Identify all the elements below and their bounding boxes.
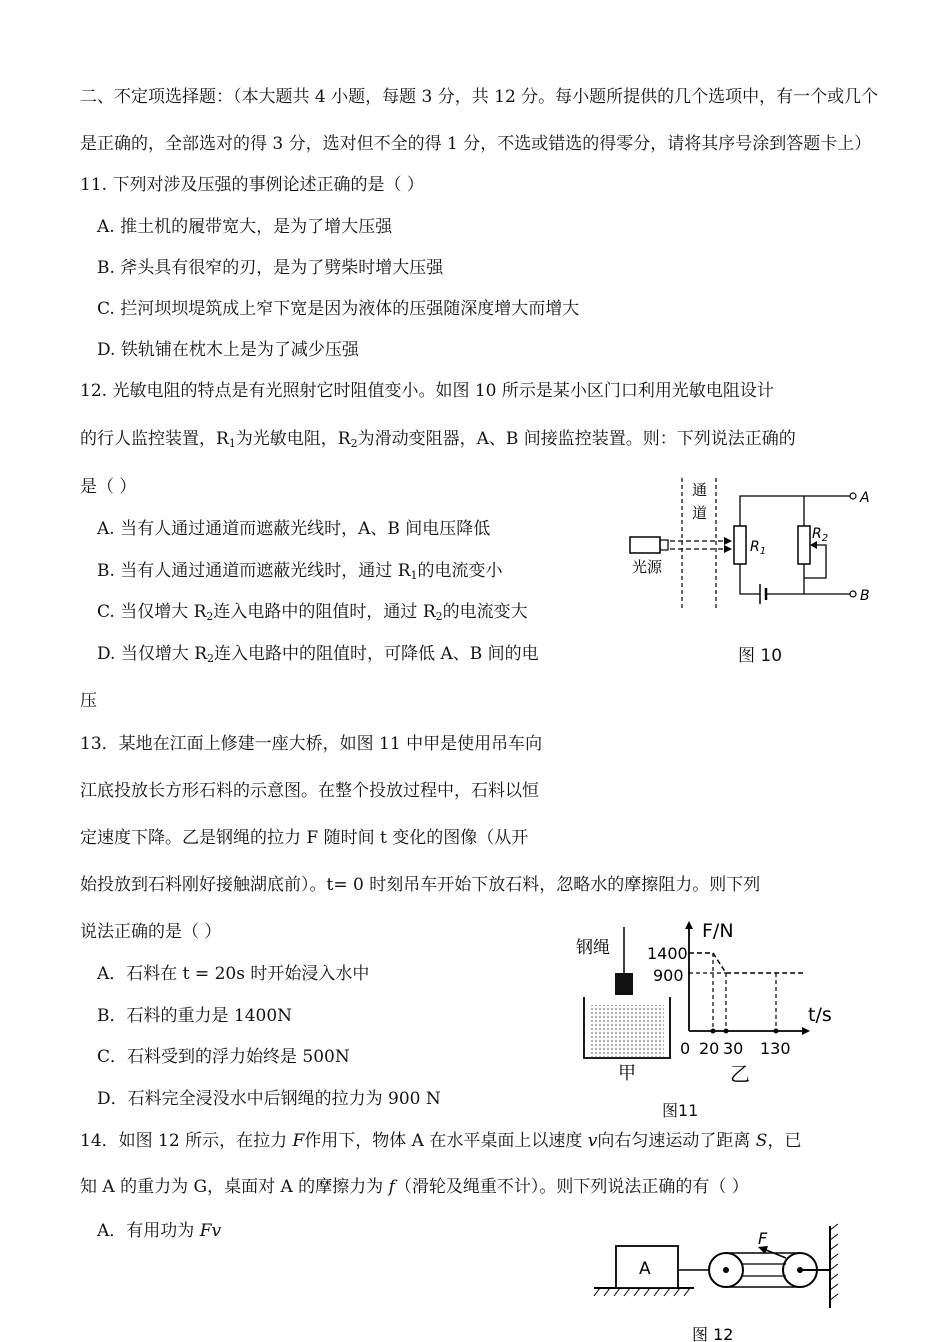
wall-hatching bbox=[830, 1224, 838, 1300]
force-label: F bbox=[758, 1229, 768, 1248]
subscript: 2 bbox=[207, 652, 215, 665]
x-tick-130: 130 bbox=[760, 1039, 791, 1058]
q13-stem-line-3: 定速度下降。乙是钢绳的拉力 F 随时间 t 变化的图像（从开 bbox=[80, 828, 529, 848]
x-point-130 bbox=[774, 1029, 779, 1034]
light-source-lens bbox=[660, 540, 668, 550]
stone-block bbox=[615, 973, 633, 995]
q14-stem-line-1 bbox=[80, 1130, 801, 1152]
r1-resistor bbox=[734, 526, 746, 564]
q14-option-text: A．有用功为 bbox=[97, 1221, 200, 1241]
x-tick-30: 30 bbox=[723, 1039, 744, 1058]
y-axis-label: F/N bbox=[702, 920, 734, 942]
r2-label: $R_2$ bbox=[812, 526, 829, 544]
q12-option-a: A. 当有人通过通道而遮蔽光线时，A、B 间电压降低 bbox=[97, 519, 491, 539]
q14-option-expr: Fv bbox=[199, 1221, 222, 1241]
q13-option-b: B．石料的重力是 1400N bbox=[97, 1006, 293, 1026]
terminal-b-label: B bbox=[860, 588, 870, 604]
q12-stem-line-2 bbox=[80, 428, 796, 455]
q12-option-d bbox=[97, 643, 539, 670]
q12-stem-line-3: 是（ ） bbox=[80, 477, 137, 497]
q14-stem-text: ，已 bbox=[767, 1131, 802, 1151]
ray-arrow bbox=[724, 545, 732, 553]
x-axis-arrow bbox=[802, 1027, 810, 1035]
y-tick-900: 900 bbox=[653, 966, 684, 985]
q12-stem-line-1: 12. 光敏电阻的特点是有光照射它时阻值变小。如图 10 所示是某小区门口利用光敏电阻设计 bbox=[80, 381, 774, 401]
q12-option-text: 的电流变小 bbox=[417, 561, 503, 581]
q14-stem-text: 14．如图 12 所示，在拉力 bbox=[80, 1131, 293, 1151]
channel-label: 通道 bbox=[692, 481, 708, 522]
label-jia: 甲 bbox=[618, 1063, 636, 1084]
q14-stem-line-2 bbox=[80, 1176, 749, 1198]
q12-option-text: C. 当仅增大 R bbox=[97, 602, 207, 622]
q12-option-text: 连入电路中的阻值时，通过 R bbox=[213, 602, 436, 622]
subscript: 2 bbox=[435, 610, 443, 623]
figure-11-caption: 图11 bbox=[662, 1101, 699, 1120]
light-source-box bbox=[630, 537, 660, 553]
q11-stem: 11. 下列对涉及压强的事例论述正确的是（ ） bbox=[80, 175, 424, 195]
figure-12-pulley bbox=[590, 1208, 860, 1342]
q14-var-s: S bbox=[755, 1131, 768, 1151]
q14-var-f: F bbox=[292, 1131, 305, 1151]
q13-option-d: D．石料完全浸没水中后钢绳的拉力为 900 N bbox=[97, 1089, 441, 1109]
r2-resistor bbox=[798, 526, 810, 564]
q11-option-d: D. 铁轨铺在枕木上是为了减少压强 bbox=[97, 340, 359, 360]
q11-option-c: C. 拦河坝坝堤筑成上窄下宽是因为液体的压强随深度增大而增大 bbox=[97, 299, 580, 319]
q13-stem-line-5: 说法正确的是（ ） bbox=[80, 922, 222, 942]
section-header-line-2: 是正确的，全部选对的得 3 分，选对但不全的得 1 分，不选或错选的得零分，请将其序号涂到答题卡上） bbox=[80, 134, 872, 154]
q14-stem-text: 作用下，物体 A 在水平桌面上以速度 bbox=[304, 1131, 588, 1151]
block-a-label: A bbox=[639, 1259, 651, 1279]
x-tick-0: 0 bbox=[680, 1039, 691, 1058]
r2-slider-arrow bbox=[810, 541, 817, 549]
rope-label: 钢绳 bbox=[576, 938, 610, 958]
figure-10-caption: 图 10 bbox=[738, 646, 783, 666]
water-body bbox=[590, 1005, 664, 1057]
wire bbox=[740, 564, 760, 594]
q13-stem-line-2: 江底投放长方形石料的示意图。在整个投放过程中，石料以恒 bbox=[80, 781, 539, 801]
table-hatching bbox=[594, 1288, 690, 1296]
force-curve bbox=[689, 953, 803, 973]
subscript: 1 bbox=[410, 569, 418, 582]
label-yi: 乙 bbox=[730, 1062, 750, 1086]
q13-option-a: A．石料在 t = 20s 时开始浸入水中 bbox=[97, 964, 370, 984]
section-header-line-1: 二、不定项选择题：（本大题共 4 小题，每题 3 分，共 12 分。每小题所提供的几个选项中，有一个或几个 bbox=[80, 87, 879, 107]
q13-stem-line-1: 13．某地在江面上修建一座大桥，如图 11 中甲是使用吊车向 bbox=[80, 734, 543, 754]
q12-option-d-wrap: 压 bbox=[80, 691, 97, 711]
subscript: 2 bbox=[206, 610, 214, 623]
q12-stem-text: 为滑动变阻器，A、B 间接监控装置。则：下列说法正确的 bbox=[357, 429, 796, 449]
q14-stem-text: （滑轮及绳重不计）。则下列说法正确的有（ ） bbox=[394, 1177, 749, 1197]
q14-option-a bbox=[97, 1220, 221, 1242]
q11-option-a: A. 推土机的履带宽大，是为了增大压强 bbox=[97, 217, 393, 237]
x-point-30 bbox=[724, 1029, 729, 1034]
q13-stem-line-4: 始投放到石料刚好接触湖底前）。t= 0 时刻吊车开始下放石料，忽略水的摩擦阻力。则下列 bbox=[80, 875, 761, 895]
q12-option-b bbox=[97, 560, 503, 587]
r1-label: $R_1$ bbox=[750, 539, 767, 557]
q14-var-v: v bbox=[587, 1131, 598, 1151]
figure-12-caption: 图 12 bbox=[692, 1325, 734, 1342]
q12-option-text: B. 当有人通过通道而遮蔽光线时，通过 R bbox=[97, 561, 411, 581]
movable-pulley-axle bbox=[723, 1267, 729, 1273]
figure-11 bbox=[570, 915, 860, 1095]
q12-option-c bbox=[97, 601, 528, 628]
y-tick-1400: 1400 bbox=[647, 944, 688, 963]
figure-10-circuit bbox=[620, 470, 890, 620]
q12-stem-text: 为光敏电阻，R bbox=[235, 429, 351, 449]
wire bbox=[740, 496, 850, 526]
subscript: 2 bbox=[350, 437, 358, 450]
subscript: 1 bbox=[228, 437, 236, 450]
terminal-b bbox=[850, 591, 856, 597]
x-axis-label: t/s bbox=[808, 1004, 832, 1026]
x-tick-20: 20 bbox=[699, 1039, 720, 1058]
q12-option-text: 的电流变大 bbox=[442, 602, 528, 622]
q14-stem-text: 向右匀速运动了距离 bbox=[597, 1131, 756, 1151]
force-arrow bbox=[766, 1250, 786, 1258]
x-point-20 bbox=[711, 1029, 716, 1034]
ray-arrow bbox=[724, 537, 732, 545]
terminal-a-label: A bbox=[860, 490, 870, 506]
q14-stem-text: 知 A 的重力为 G，桌面对 A 的摩擦力为 bbox=[80, 1177, 389, 1197]
q12-option-text: 连入电路中的阻值时，可降低 A、B 间的电 bbox=[214, 644, 539, 664]
q14-var-friction: f bbox=[388, 1177, 395, 1197]
q11-option-b: B. 斧头具有很窄的刃，是为了劈柴时增大压强 bbox=[97, 258, 444, 278]
q12-option-text: D. 当仅增大 R bbox=[97, 644, 208, 664]
y-axis-arrow bbox=[685, 921, 693, 929]
light-source-label: 光源 bbox=[632, 558, 663, 576]
terminal-a bbox=[850, 493, 856, 499]
q13-option-c: C．石料受到的浮力始终是 500N bbox=[97, 1047, 350, 1067]
q12-stem-text: 的行人监控装置，R bbox=[80, 429, 229, 449]
